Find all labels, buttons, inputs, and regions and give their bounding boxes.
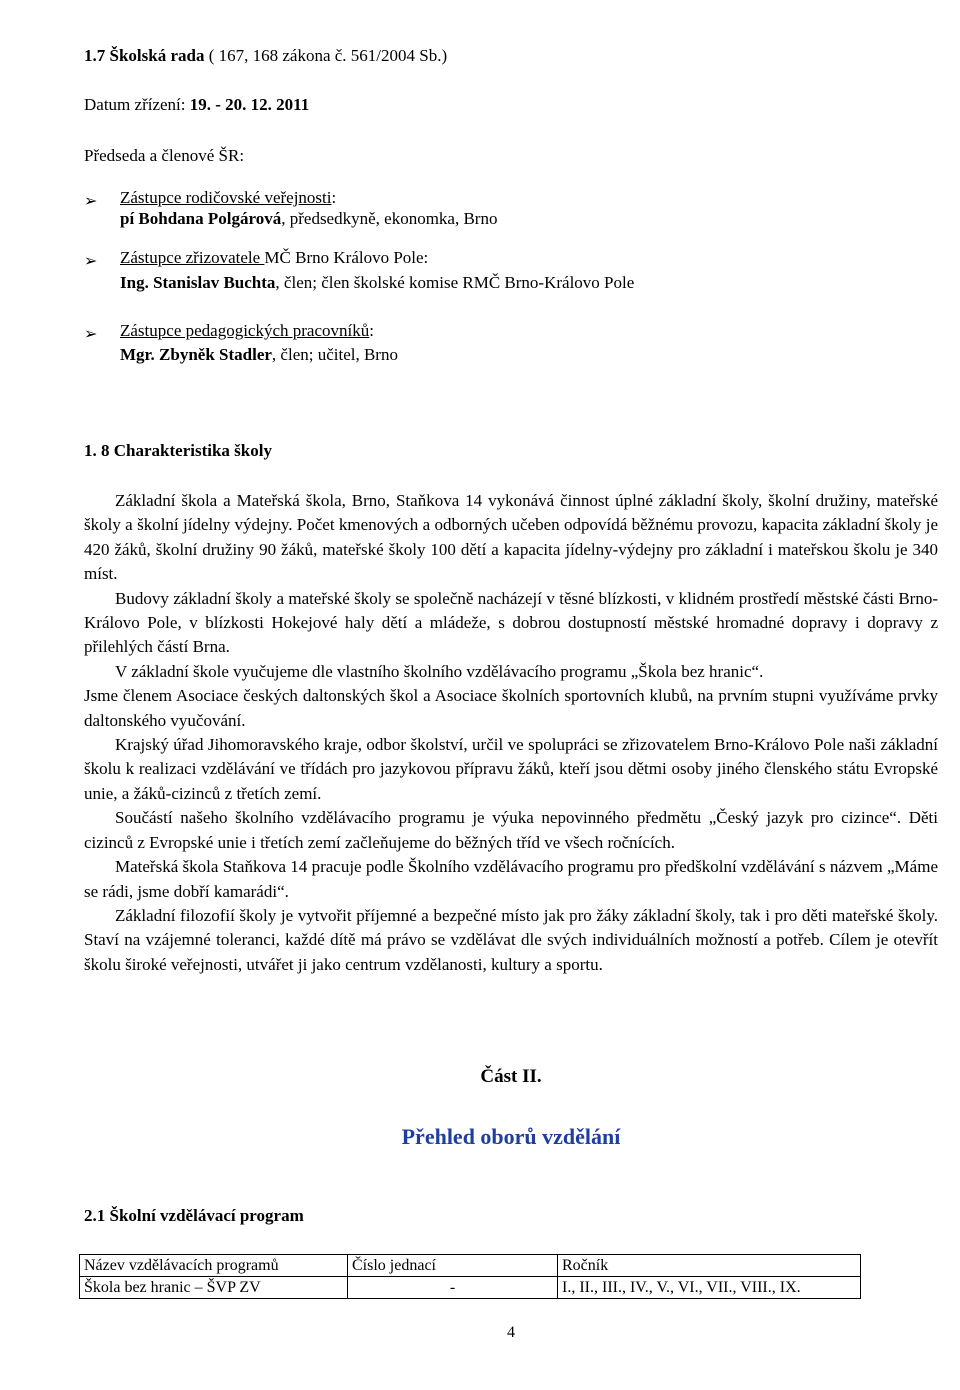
members-heading: Předseda a členové ŠR: xyxy=(84,146,245,165)
member-group-teachers xyxy=(120,321,374,341)
table-cell: Škola bez hranic – ŠVP ZV xyxy=(80,1277,348,1299)
paragraph xyxy=(84,660,938,684)
paragraph xyxy=(84,904,938,977)
paragraph-text: Základní škola a Mateřská škola, Brno, Staňkova 14 vykonává činnost úplné základní školy, školní družiny, mateřské školy a školní jídelny výdejny. Počet kmenových a odborných učeben odpovídá běžnému provozu, kapacita základní školy je 420 žáků, školní družiny 90 žáků, mateřské školy 100 dětí a kapacita jídelny-výdejny pro základní i mateřskou školu je 340 míst. xyxy=(84,491,938,584)
section-17-reference: ( 167, 168 zákona č. 561/2004 Sb.) xyxy=(204,46,448,65)
table-cell: I., II., III., IV., V., VI., VII., VIII., IX. xyxy=(558,1277,861,1299)
section-17-title: 1.7 Školská rada xyxy=(84,46,205,65)
paragraph-text: Krajský úřad Jihomoravského kraje, odbor školství, určil ve spolupráci se zřizovatelem Brno-Královo Pole naši základní školu k realizaci vzdělávání ve třídách pro jazykovou přípravu žáků, kteří jsou dětmi osoby jiného členského státu Evropské unie, a žáků-cizinců z třetích zemí. xyxy=(84,735,938,803)
member-name: Ing. Stanislav Buchta xyxy=(120,273,276,292)
member-group-label: Zástupce rodičovské veřejnosti xyxy=(120,188,332,207)
table-header-row xyxy=(80,1255,861,1277)
member-group-parents xyxy=(120,188,336,208)
member-role: , předsedkyně, ekonomka, Brno xyxy=(281,209,498,228)
member-group-label: Zástupce zřizovatele xyxy=(120,248,265,267)
section-18-title: 1. 8 Charakteristika školy xyxy=(84,441,272,460)
member-name: Mgr. Zbyněk Stadler xyxy=(120,345,272,364)
paragraph xyxy=(84,684,938,733)
member-role: , člen; učitel, Brno xyxy=(271,345,398,364)
member-founder xyxy=(120,273,634,293)
paragraph-text: V základní škole vyučujeme dle vlastního školního vzdělávacího programu „Škola bez hranic“. xyxy=(115,661,764,681)
table-header-cell: Číslo jednací xyxy=(348,1255,558,1277)
paragraph-text: Budovy základní školy a mateřské školy se společně nacházejí v těsné blízkosti, v klidném prostředí městské části Brno-Královo Pole, v blízkosti Hokejové haly dětí a mládeže, s dobrou dostupností městské hromadné dopravy i dopravy z přilehlých částí Brna. xyxy=(84,588,938,657)
member-parents xyxy=(120,209,497,229)
paragraph xyxy=(84,587,938,660)
section-21-title: 2.1 Školní vzdělávací program xyxy=(84,1206,304,1225)
part-subtitle: Přehled oborů vzdělání xyxy=(401,1124,621,1149)
section-17-heading xyxy=(84,46,447,66)
paragraph xyxy=(84,733,938,806)
founding-date-label: Datum zřízení: xyxy=(84,95,190,114)
founding-date xyxy=(84,95,309,115)
arrow-bullet-icon: ➢ xyxy=(84,324,98,343)
member-name: pí Bohdana Polgárová xyxy=(120,209,282,228)
arrow-bullet-icon: ➢ xyxy=(84,251,98,270)
page-number: 4 xyxy=(507,1324,515,1341)
paragraph xyxy=(84,489,938,587)
paragraph-text: Mateřská škola Staňkova 14 pracuje podle Školního vzdělávacího programu pro předškolní vzdělávání s názvem „Máme se rádi, jsme dobří kamarádi“. xyxy=(84,857,938,901)
paragraph-text: Jsme členem Asociace českých daltonských škol a Asociace školních sportovních klubů, na prvním stupni využíváme prvky daltonského vyučování. xyxy=(84,686,938,730)
table-header-cell: Název vzdělávacích programů xyxy=(80,1255,348,1277)
table-header-cell: Ročník xyxy=(558,1255,861,1277)
member-group-label: Zástupce pedagogických pracovníků xyxy=(120,321,370,340)
member-group-suffix: : xyxy=(331,188,337,207)
member-teachers xyxy=(120,345,398,365)
table-row xyxy=(80,1277,861,1299)
program-table xyxy=(79,1254,861,1299)
member-group-founder xyxy=(120,248,428,268)
member-group-suffix: MČ Brno Královo Pole: xyxy=(264,248,429,267)
paragraph-text: Základní filozofií školy je vytvořit příjemné a bezpečné místo jak pro žáky základní školy, tak i pro děti mateřské školy. Staví na vzájemné toleranci, každé dítě má právo se vzdělávat dle svých individuálních možností a potřeb. Cílem je otevřít školu široké veřejnosti, utvářet ji jako centrum vzdělanosti, kultury a sportu. xyxy=(84,905,938,974)
part-title: Část II. xyxy=(480,1066,542,1087)
founding-date-value: 19. - 20. 12. 2011 xyxy=(189,95,310,114)
table-cell: - xyxy=(348,1277,558,1299)
paragraph xyxy=(84,806,938,855)
paragraph xyxy=(84,855,938,904)
member-group-suffix: : xyxy=(369,321,374,340)
member-role: , člen; člen školské komise RMČ Brno-Královo Pole xyxy=(275,273,635,292)
arrow-bullet-icon: ➢ xyxy=(84,191,98,210)
school-characteristics xyxy=(84,489,938,977)
paragraph-text: Součástí našeho školního vzdělávacího programu je výuka nepovinného předmětu „Český jazyk pro cizince“. Děti cizinců z Evropské unie i třetích zemí začleňujeme do běžných tříd ve všech ročnících. xyxy=(84,808,938,852)
